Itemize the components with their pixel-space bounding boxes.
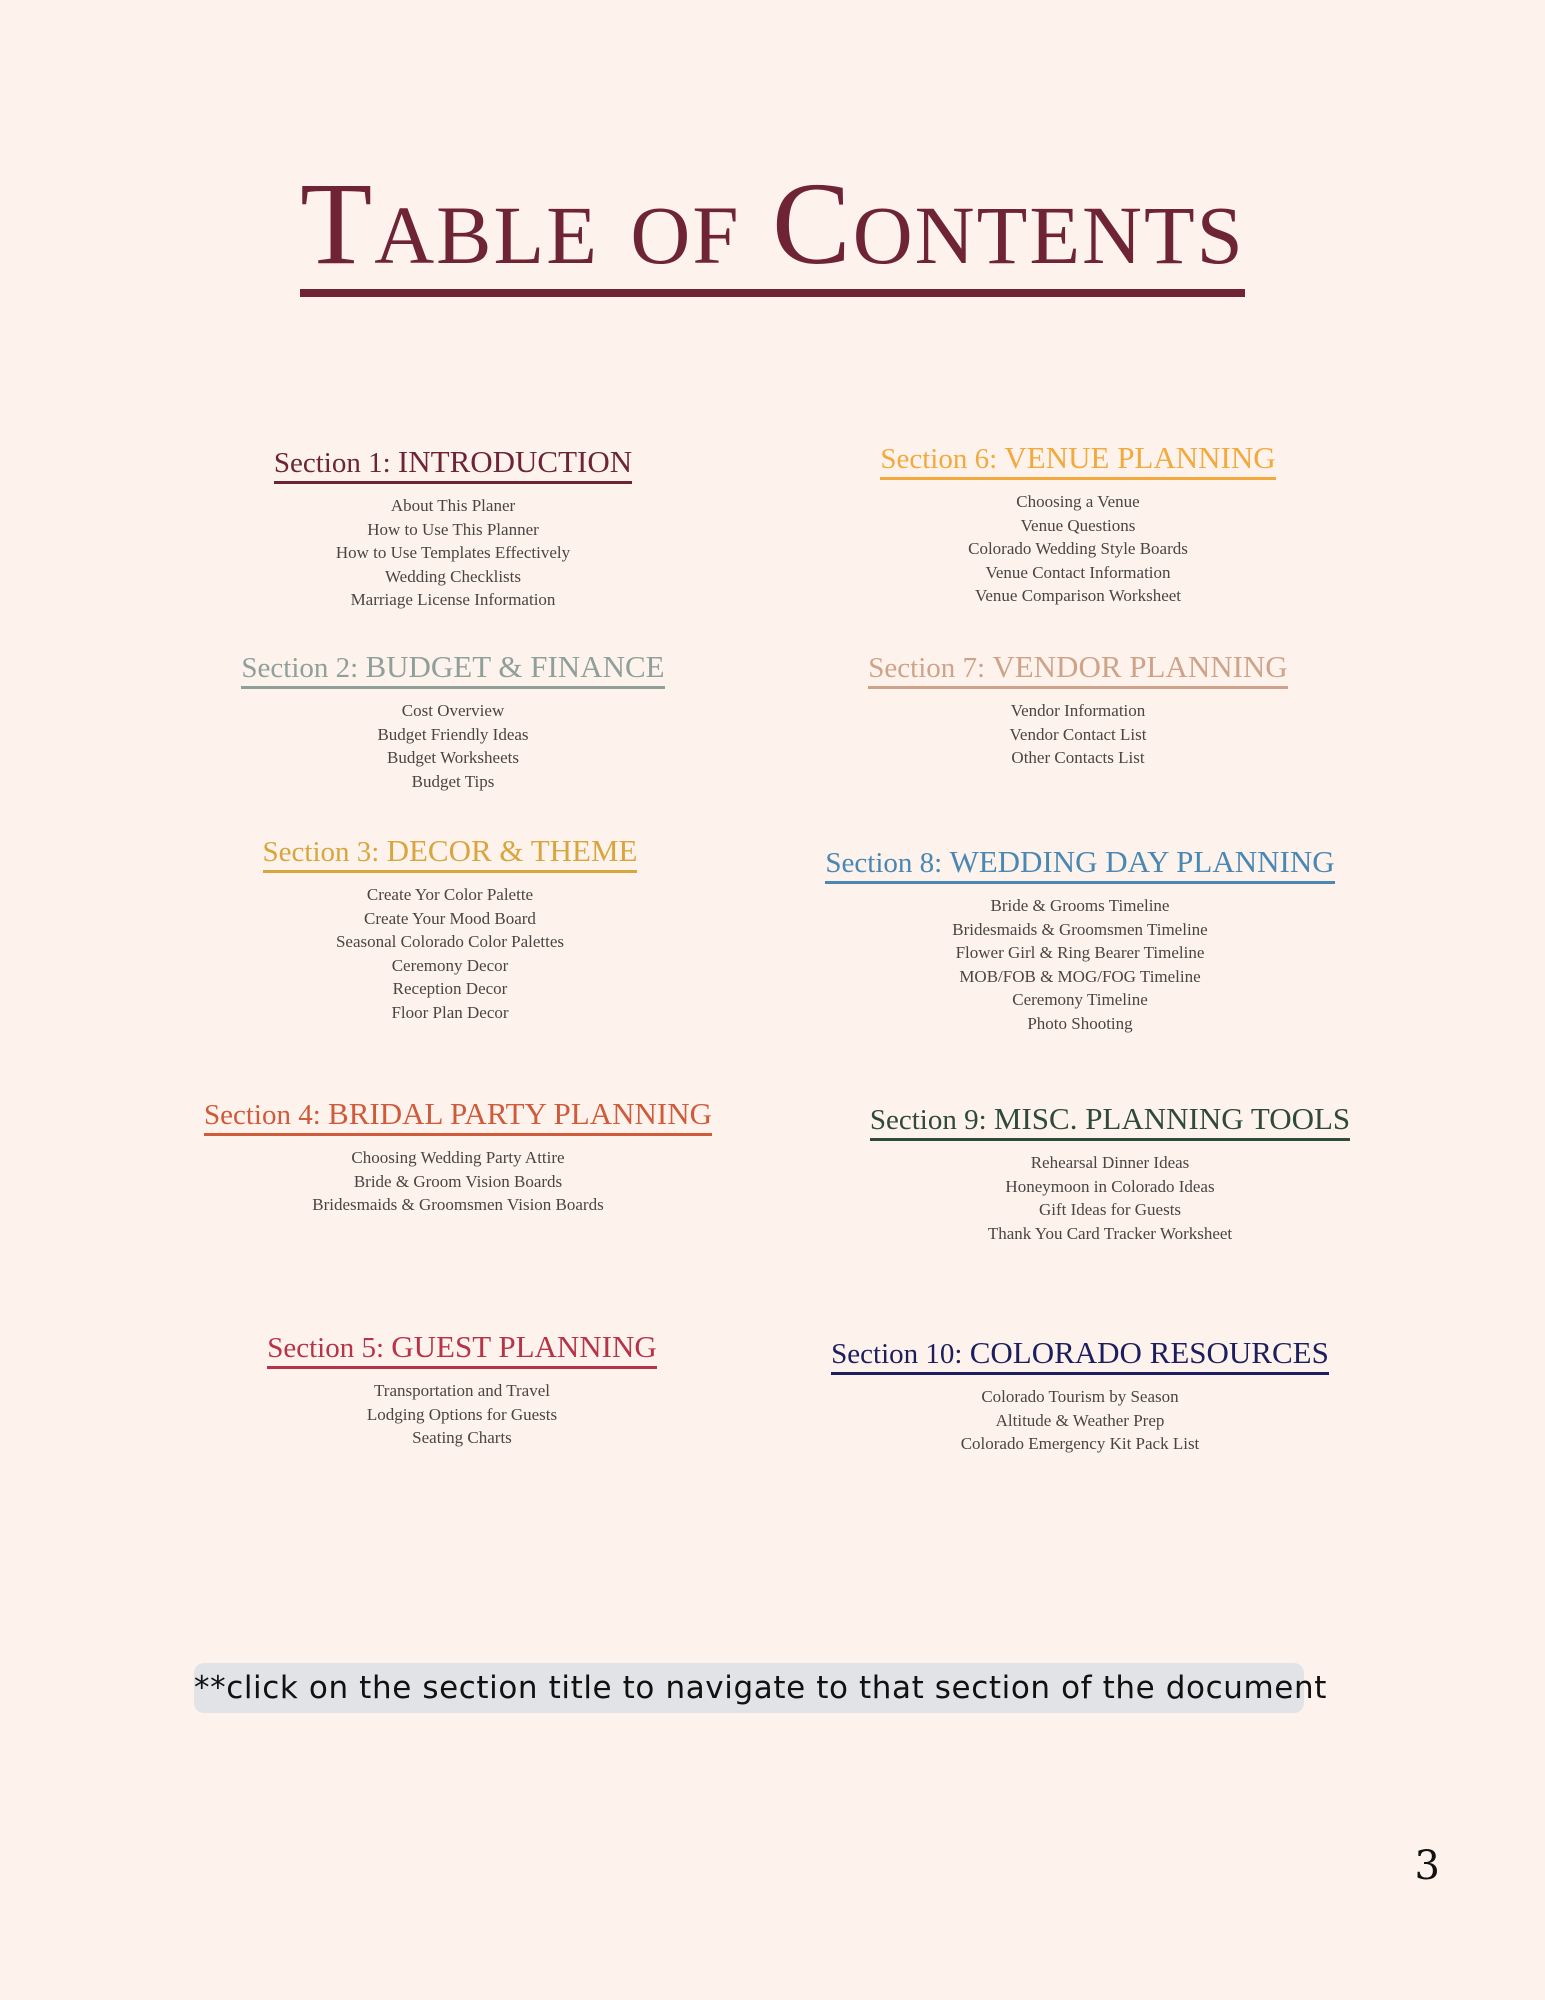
list-item: Budget Tips (411, 771, 495, 791)
section-6-title[interactable] (880, 442, 1275, 480)
section-9-prefix: Section 9: (869, 1104, 994, 1136)
list-item: Create Yor Color Palette (366, 885, 534, 904)
list-item: Altitude & Weather Prep (995, 1410, 1165, 1430)
list-item: Colorado Emergency Kit Pack List (960, 1434, 1200, 1454)
list-item: Gift Ideas for Guests (1038, 1200, 1182, 1220)
section-1-title[interactable] (274, 446, 632, 484)
list-item: Transportation and Travel (374, 1381, 550, 1400)
list-item: Vendor Information (1010, 701, 1146, 720)
list-item: Rehearsal Dinner Ideas (1030, 1153, 1190, 1172)
list-item: Bride & Groom Vision Boards (353, 1171, 563, 1191)
list-item: Ceremony Timeline (1012, 990, 1148, 1010)
section-4-title[interactable] (204, 1098, 712, 1136)
section-10 (820, 1337, 1340, 1456)
section-1 (253, 446, 653, 612)
list-item: Choosing Wedding Party Attire (351, 1148, 565, 1167)
list-item: Thank You Card Tracker Worksheet (987, 1223, 1233, 1243)
list-item: MOB/FOB & MOG/FOG Timeline (959, 966, 1201, 986)
list-item: Lodging Options for Guests (366, 1404, 558, 1424)
section-1-prefix: Section 1: (273, 447, 398, 479)
list-item: Reception Decor (392, 979, 508, 999)
navigation-note: **click on the section title to navigate to that section of the document (194, 1663, 1304, 1713)
section-7-title[interactable] (868, 651, 1287, 689)
list-item: Other Contacts List (1011, 748, 1145, 768)
section-5-prefix: Section 5: (267, 1332, 392, 1364)
section-9-name: MISC. PLANNING TOOLS (993, 1101, 1351, 1136)
section-6-prefix: Section 6: (880, 443, 1005, 475)
list-item: Cost Overview (401, 701, 505, 720)
list-item: How to Use This Planner (367, 519, 539, 539)
section-7-prefix: Section 7: (868, 652, 993, 684)
list-item: Marriage License Information (350, 590, 556, 610)
list-item: Seating Charts (412, 1428, 512, 1448)
section-6 (878, 442, 1278, 608)
section-4-name: BRIDAL PARTY PLANNING (328, 1096, 712, 1131)
section-10-prefix: Section 10: (831, 1338, 970, 1370)
list-item: How to Use Templates Effectively (335, 543, 571, 563)
section-2-items (203, 699, 703, 793)
list-item: Vendor Contact List (1009, 724, 1147, 744)
section-2-name: BUDGET & FINANCE (365, 649, 665, 684)
section-1-items (253, 494, 653, 612)
section-6-name: VENUE PLANNING (1004, 440, 1276, 475)
section-3-prefix: Section 3: (262, 836, 387, 868)
section-8-prefix: Section 8: (825, 847, 950, 879)
section-5-items (262, 1379, 662, 1450)
section-9 (850, 1103, 1370, 1245)
list-item: Budget Worksheets (387, 748, 519, 768)
list-item: Create Your Mood Board (364, 908, 536, 928)
section-5-title[interactable] (267, 1331, 657, 1369)
page-title: Table of Contents (300, 165, 1245, 297)
list-item: Venue Contact Information (985, 562, 1171, 582)
list-item: Choosing a Venue (1016, 492, 1140, 511)
section-3 (250, 835, 650, 1025)
section-10-title[interactable] (831, 1337, 1329, 1375)
section-7-name: VENDOR PLANNING (992, 649, 1288, 684)
list-item: Colorado Wedding Style Boards (968, 539, 1188, 559)
list-item: Venue Questions (1020, 515, 1136, 535)
section-2-title[interactable] (241, 651, 664, 689)
section-3-name: DECOR & THEME (386, 833, 638, 868)
list-item: Honeymoon in Colorado Ideas (1005, 1176, 1215, 1196)
page-number: 3 (1414, 1843, 1440, 1889)
list-item: Venue Comparison Worksheet (974, 586, 1182, 606)
section-5-name: GUEST PLANNING (391, 1329, 657, 1364)
section-8-title[interactable] (825, 846, 1334, 884)
section-5 (262, 1331, 662, 1450)
section-10-items (820, 1385, 1340, 1456)
section-6-items (878, 490, 1278, 608)
list-item: About This Planer (390, 496, 516, 515)
list-item: Colorado Tourism by Season (981, 1387, 1179, 1406)
title-container (0, 158, 1545, 297)
section-4-prefix: Section 4: (204, 1099, 329, 1131)
section-8-items (810, 894, 1350, 1036)
list-item: Seasonal Colorado Color Palettes (335, 932, 565, 952)
list-item: Bridesmaids & Groomsmen Vision Boards (312, 1195, 604, 1215)
list-item: Floor Plan Decor (391, 1002, 509, 1022)
section-4-items (178, 1146, 738, 1217)
section-7-items (848, 699, 1308, 770)
list-item: Wedding Checklists (384, 566, 522, 586)
section-8-name: WEDDING DAY PLANNING (949, 844, 1335, 879)
list-item: Ceremony Decor (391, 955, 509, 975)
section-4 (178, 1098, 738, 1217)
section-9-title[interactable] (870, 1103, 1350, 1141)
section-8 (810, 846, 1350, 1036)
section-2-prefix: Section 2: (241, 652, 366, 684)
section-1-name: INTRODUCTION (397, 444, 633, 479)
list-item: Photo Shooting (1027, 1013, 1133, 1033)
list-item: Bridesmaids & Groomsmen Timeline (952, 919, 1208, 939)
list-item: Flower Girl & Ring Bearer Timeline (955, 943, 1205, 963)
section-9-items (850, 1151, 1370, 1245)
section-3-items (250, 883, 650, 1025)
section-2 (203, 651, 703, 793)
list-item: Bride & Grooms Timeline (990, 896, 1170, 915)
section-7 (848, 651, 1308, 770)
list-item: Budget Friendly Ideas (377, 724, 529, 744)
section-10-name: COLORADO RESOURCES (969, 1335, 1329, 1370)
section-3-title[interactable] (263, 835, 638, 873)
